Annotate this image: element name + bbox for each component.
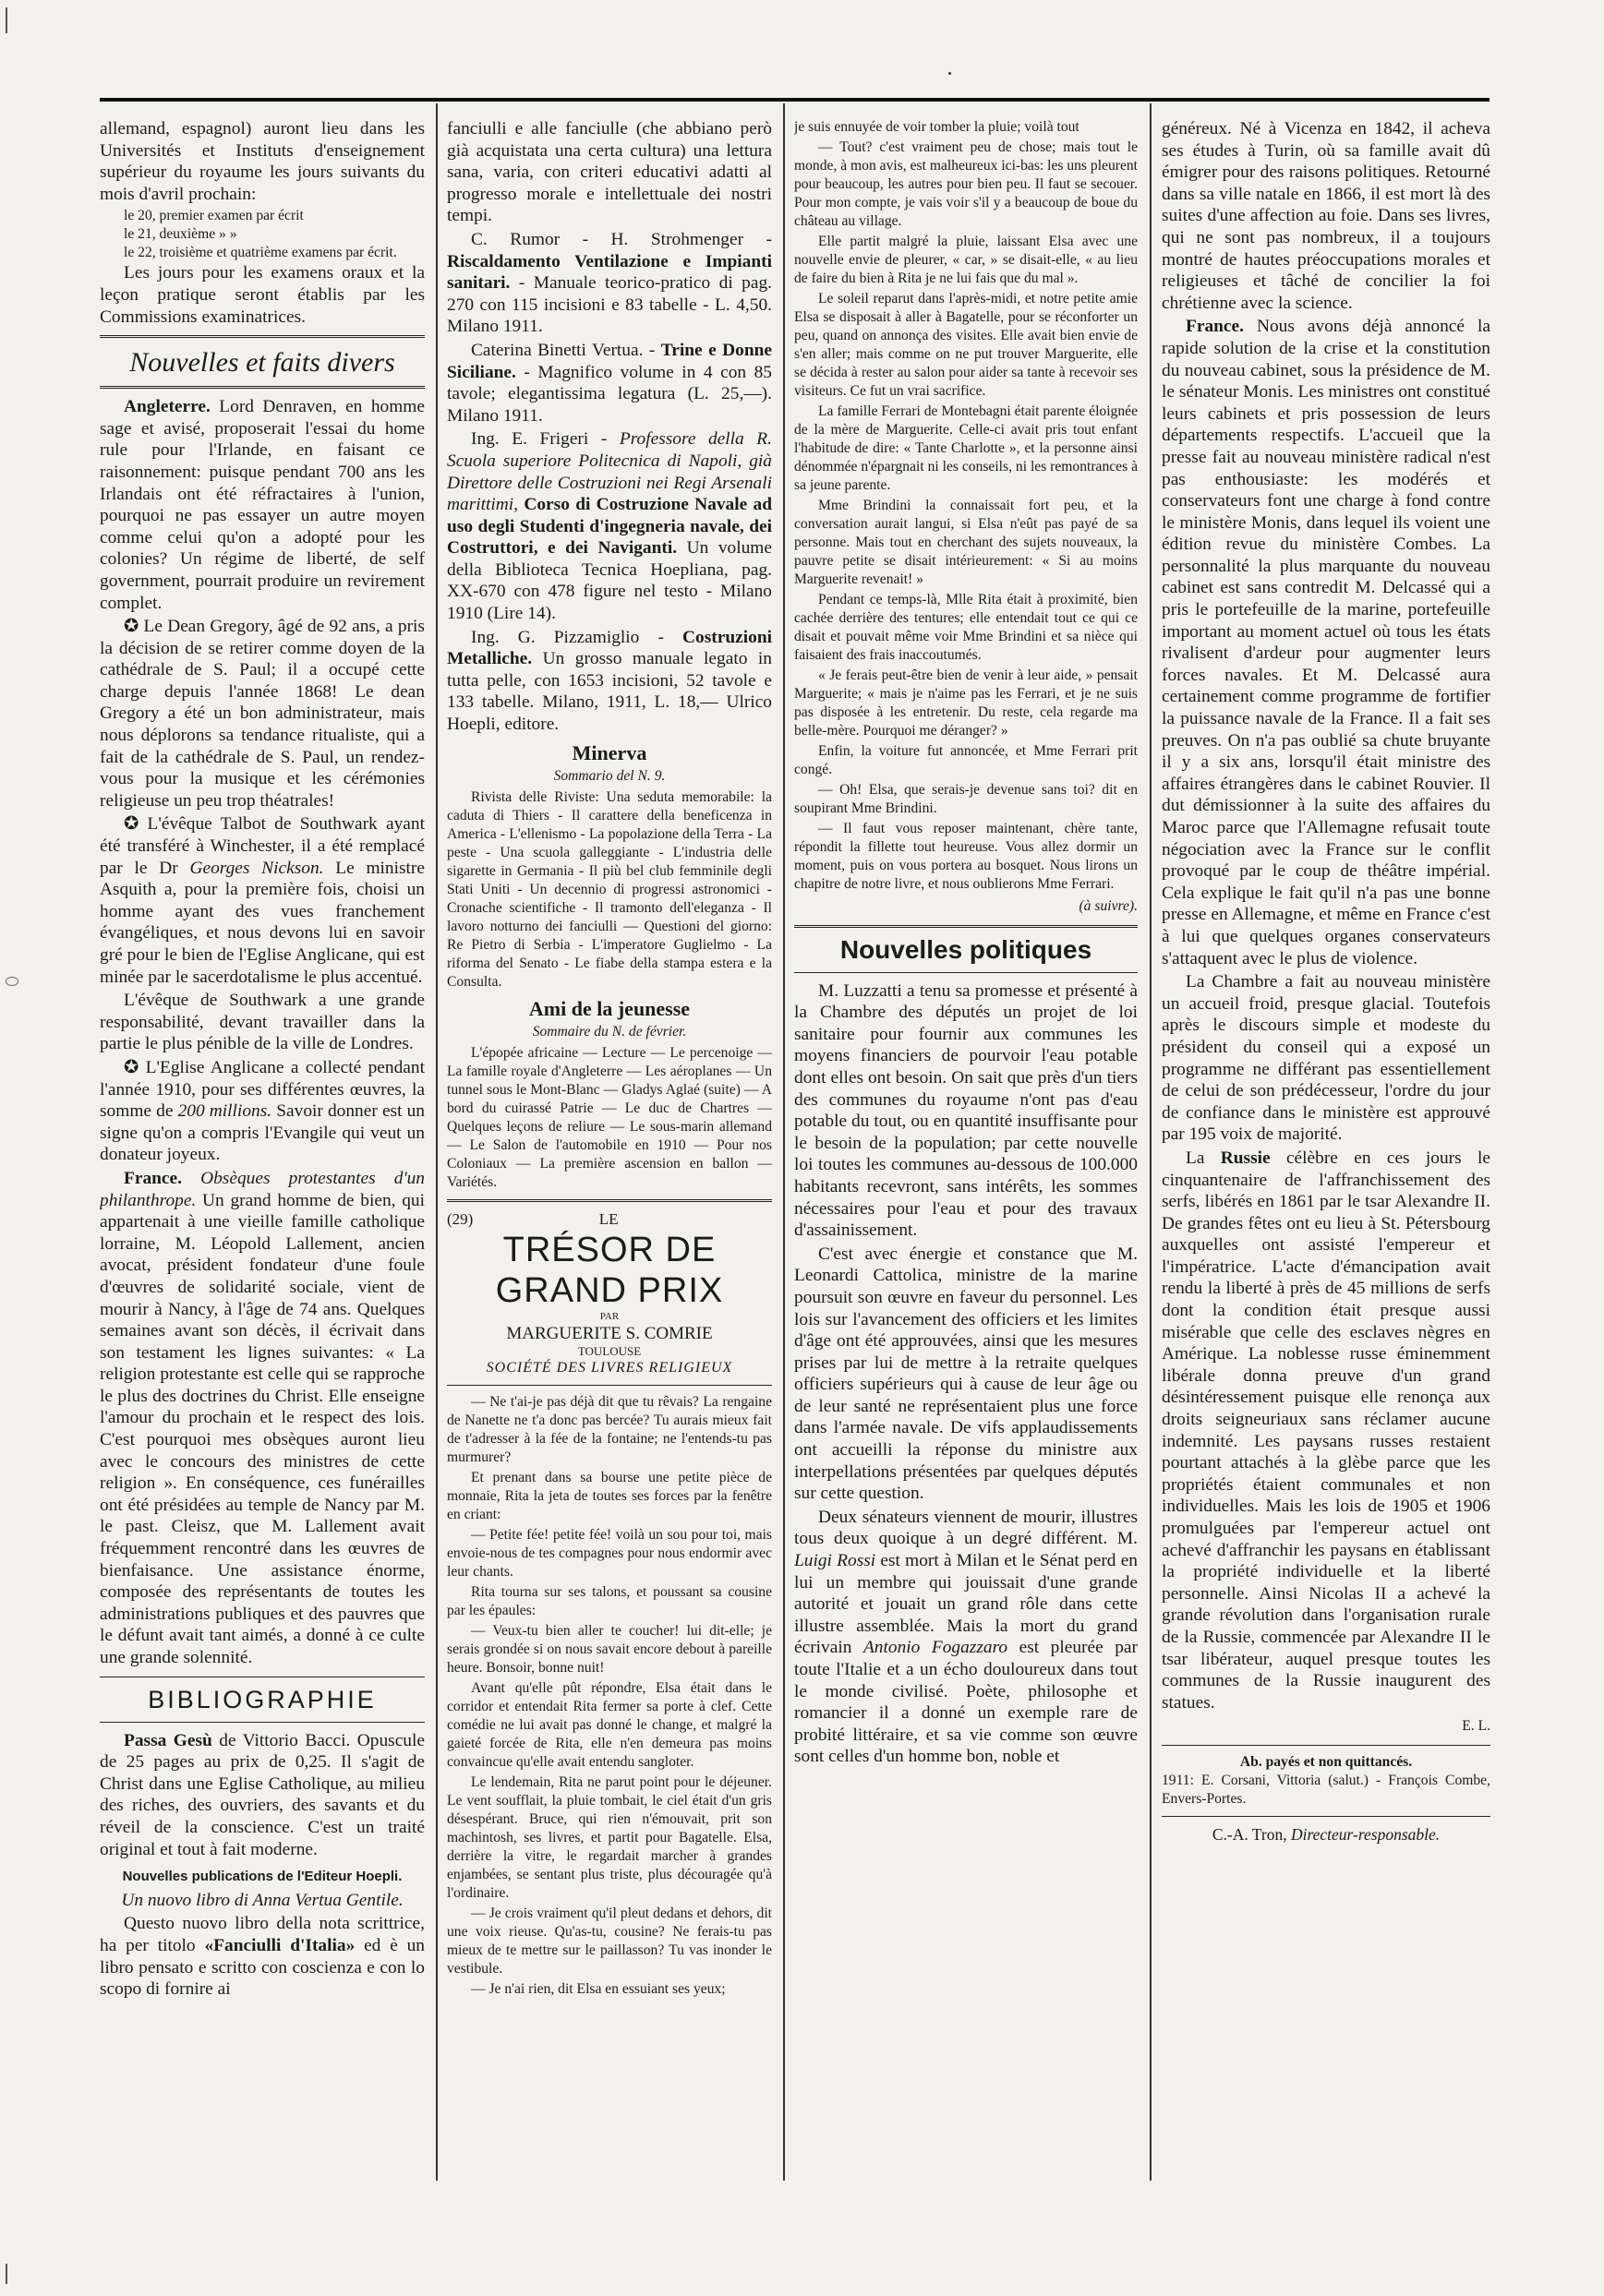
feuilleton-city: TOULOUSE	[577, 1343, 642, 1358]
article-france	[100, 1168, 425, 1669]
page-mark	[948, 72, 951, 75]
article-text: L'évêque Talbot de Southwark ayant été transféré à Winchester, il a été remplacé par le Dr	[100, 814, 425, 878]
exam-date: le 20, premier examen par écrit	[124, 208, 304, 224]
person-name: Antonio Fogazzaro	[862, 1638, 1008, 1658]
exam-intro: allemand, espagnol) auront lieu dans les Universités et Instituts d'enseignement supérieur du royaume les jours suivants du mois d'avril prochain:	[100, 119, 425, 204]
country-label: Russie	[1220, 1148, 1271, 1168]
book-binetti: Caterina Binetti Vertua. - Trine e Donne Siciliane. - Magnifico volume in 4 con 85 tavole; elegantissima legatura (L. 25,—). Milano 1911.	[447, 340, 772, 426]
feuilleton-publisher: SOCIÉTÉ DES LIVRES RELIGIEUX	[486, 1359, 733, 1376]
feuilleton-paragraph: Pendant ce temps-là, Mlle Rita était à proximité, bien cachée derrière des tentures; elle entendait tout ce qui ce disait et pouvait même voir Mme Brindini et sa nièce qui faisaient des frais inaccoutumés.	[794, 592, 1138, 663]
section-heading-politiques: Nouvelles politiques	[839, 934, 1092, 964]
director-name: C.-A. Tron,	[1212, 1824, 1287, 1844]
section-divider	[100, 386, 425, 389]
exam-oral: Les jours pour les examens oraux et la leçon pratique seront établis par les Commissions examinatrices.	[100, 263, 425, 327]
feuilleton-number: (29)	[447, 1209, 474, 1228]
section-heading-bibliographie: BIBLIOGRAPHIE	[148, 1685, 377, 1713]
item-mark-icon: ✪	[124, 814, 148, 835]
feuilleton-paragraph: — Ne t'ai-je pas déjà dit que tu rêvais? La rengaine de Nanette ne t'a donc pas bercée? Tu aurais mieux fait de t'adresser à la fée de la fontaine; ne l'entends-tu pas murmurer?	[447, 1393, 772, 1465]
column-rule	[1150, 103, 1152, 2181]
magazine-subtitle: Sommaire du N. de février.	[532, 1023, 687, 1040]
margin-mark	[6, 977, 18, 986]
book-title: Corso di Costruzione Navale ad uso degli Studenti d'ingegneria navale, dei Costruttori, e dei Naviganti.	[447, 495, 772, 559]
section-divider	[1162, 1816, 1490, 1817]
feuilleton-author: MARGUERITE S. COMRIE	[506, 1323, 713, 1343]
feuilleton-paragraph: Le lendemain, Rita ne parut point pour le déjeuner. Le vent soufflait, la pluie tombait, le ciel était d'un gris désespérant. Bruce, qui rien n'émouvait, prit son machintosh, ses livres, et partit pour Bagatelle. Elsa, derrière la vitre, le regardait marcher à grandes enjambées, se sentant plus triste, plus découragée qu'à l'ordinaire.	[447, 1773, 772, 1901]
article-fogazzaro-continued: généreux. Né à Vicenza en 1842, il acheva ses études à Turin, où sa famille avait dû émigrer pour des raisons politiques. Retourné dans sa ville natale en 1866, il est mort là des suites d'une affection au foie. Dans ses livres, qui ne sont pas nombreux, il a toujours montré de hautes préoccupations morales et religieuses et tâché de concilier la foi chrétienne avec la science.	[1162, 119, 1490, 313]
section-divider	[1162, 1745, 1490, 1746]
country-label: France.	[1186, 317, 1244, 337]
book-heading: Un nuovo libro di Anna Vertua Gentile.	[121, 1890, 404, 1910]
article-dean	[100, 616, 425, 811]
publisher-heading: Nouvelles publications de l'Editeur Hoepli.	[122, 1869, 403, 1885]
feuilleton-paragraph: La famille Ferrari de Montebagni était parente éloignée de la mère de Marguerite. Celle-ci avait pris tout enfant l'habitude de dire: « Tante Charlotte », et la personne ainsi dénommée n'épargnait ni les conseils, ni les remontrances à sa jeune parente.	[794, 403, 1138, 493]
magazine-title-minerva: Minerva	[572, 740, 647, 764]
column-1	[100, 118, 425, 2223]
magazine-subtitle: Sommario del N. 9.	[553, 767, 666, 784]
book-title: Costruzioni Metalliche.	[447, 627, 772, 669]
exam-date: le 22, troisième et quatrième examens par écrit.	[124, 245, 397, 261]
article-text: Le Dean Gregory, âgé de 92 ans, a pris la décision de se retirer comme doyen de la cathédrale de S. Paul; il a occupé cette charge depuis l'année 1868! Le dean Gregory a été un bon administrateur, mais nous déplorons sa tendance ritualiste, qui a fait de la cathédrale de S. Paul, un rendez-vous pour la musique et les cérémonies religieuse un peu trop théatrales!	[100, 617, 425, 811]
section-divider	[794, 972, 1138, 973]
article-southwark: L'évêque de Southwark a une grande responsabilité, devant travailler dans la partie le plus pénible de la ville de Londres.	[100, 991, 425, 1054]
article-luzzatti: M. Luzzatti a tenu sa promesse et présenté à la Chambre des députés un projet de loi sanitaire pour fournir aux communes les moyens financiers de pourvoir l'eau potable dont elles ont besoin. On sait que près d'un tiers des communes du royaume n'ont pas d'eau potable du tout, ou en quantité insuffisante pour le besoin de la population; par cette nouvelle loi toutes les communes au-dessous de 100.000 habitants recevront, sans intérêts, les sommes nécessaires pour l'eau et pour des travaux d'assainissement.	[794, 980, 1138, 1241]
feuilleton-divider	[447, 1199, 772, 1202]
article-talbot	[100, 813, 425, 988]
article-text: Un grand homme de bien, qui appartenait à une vieille famille catholique lorraine, M. Léopold Lallement, ancien avocat, président fondateur d'une foule d'œuvres de solidarité sociale, vient de mourir à Nancy, à l'âge de 74 ans. Quelques semaines avant son décès, il écrivait dans son testament les lignes suivantes: « La religion protestante est celle qui se rapproche le plus des doctrines du Christ. Elle enseigne l'amour du prochain et le respect des lois. C'est pourquoi mes obsèques auront lieu avec le concours des ministres de cette religion ». En conséquence, ces funérailles ont été présidées au temple de Nancy par M. le past. Cleisz, que M. Lallement avait fréquemment rencontré dans les œuvres de bienfaisance. Une assistance énorme, composée des représentants de toutes les administrations publiques et des pauvres que le défunt avait tant aimés, a donné à ce culte une grande solennité.	[100, 1190, 425, 1667]
feuilleton-paragraph: Le soleil reparut dans l'après-midi, et notre petite amie Elsa se disposait à aller à Bagatelle, pour se réconforter un peu, quand on annonça des visites. Elle avait bien envie de s'en aller; mais comme on ne put trouver Marguerite, elle se décida à rester au salon pour aider sa tante à recevoir ses visiteurs. Ce fut un vrai sacrifice.	[794, 291, 1138, 399]
book-frigeri: Ing. E. Frigeri - Professore della R. Scuola superiore Politecnica di Napoli, già Direttore delle Costruzioni nei Regi Arsenali marittimi, Corso di Costruzione Navale ad uso degli Studenti d'ingegneria navale, dei Costruttori, e dei Naviganti. Un volume della Biblioteca Tecnica Hoepliana, pag. XX-670 con 478 figure nel testo - Milano 1910 (Lire 14).	[447, 429, 772, 624]
article-marine: C'est avec énergie et constance que M. Leonardi Cattolica, ministre de la marine poursuit son œuvre en faveur du personnel. Les lois sur l'avancement des officiers et les limites d'âge ont été approuvées, ainsi que les mesures prises par lui de mettre à la retraite quelques officiers supérieurs qui à cause de leur âge ou de leur santé ne représentaient plus une force dans l'armée navale. De vifs applaudissements ont accueilli la réponse du ministre aux interpellations présentées par quelques députés sur cette question.	[794, 1244, 1138, 1504]
top-rule	[100, 98, 1489, 102]
item-mark-icon: ✪	[124, 1057, 146, 1077]
book-title: Trine e Donne Siciliane.	[447, 340, 772, 382]
book-text: de Vittorio Bacci. Opuscule de 25 pages au prix de 0,25. Il s'agit de Christ dans une Eglise Catholique, au milieu des riches, des ouvriers, des savants et du réveil de la conscience. C'est un traité original et tout à fait moderne.	[100, 1730, 425, 1859]
feuilleton-paragraph: Enfin, la voiture fut annoncée, et Mme Ferrari prit congé.	[794, 743, 1138, 777]
book-pizzamiglio: Ing. G. Pizzamiglio - Costruzioni Metalliche. Un grosso manuale legato in tutta pelle, con 1653 incisioni, 52 tavole e 133 tabelle. Milano, 1911, L. 18,— Ulrico Hoepli, editore.	[447, 627, 772, 735]
article-text: Lord Denraven, en homme sage et avisé, proposerait l'essai du home rule pour l'Irlande, en faisant ce raisonnement: puisque pendant 700 ans les Irlandais ont été réfractaires à l'union, pourquoi ne pas essayer un autre moyen comme celui qu'on a adopté pour les colonies? Un régime de liberté, de self government, pourrait produire un revirement complet.	[100, 397, 425, 613]
exam-date: le 21, deuxième » »	[124, 226, 237, 243]
book-title: «Fanciulli d'Italia»	[204, 1935, 356, 1955]
book-title: Riscaldamento Ventilazione e Impianti sanitari.	[447, 251, 772, 294]
director-line	[1162, 1824, 1490, 1846]
subscriptions-list: 1911: E. Corsani, Vittoria (salut.) - François Combe, Envers-Portes.	[1162, 1772, 1490, 1807]
feuilleton-paragraph: Mme Brindini la connaissait fort peu, et la conversation aurait langui, si Elsa n'eût pas payé de sa personne. Mais tout en cherchant des sujets nouveaux, la pauvre petite se disait intérieurement: « Si au moins Marguerite revenait! »	[794, 498, 1138, 587]
director-title: Directeur-responsable.	[1286, 1824, 1441, 1844]
feuilleton-paragraph: je suis ennuyée de voir tomber la pluie; voilà tout	[794, 119, 1079, 135]
feuilleton-paragraph: Elle partit malgré la pluie, laissant Elsa avec une nouvelle envie de pleurer, « car, » se disait-elle, « au lieu de faire du bien à Rita je ne lui fais que du mal ».	[794, 234, 1138, 286]
magazine-title-ami: Ami de la jeunesse	[528, 996, 691, 1020]
person-name: Luigi Rossi	[794, 1551, 876, 1571]
feuilleton-body	[794, 118, 1138, 918]
article-angleterre	[100, 396, 425, 614]
feuilleton-body	[447, 1393, 772, 1999]
section-divider	[100, 335, 425, 338]
column-rule	[436, 103, 438, 2181]
to-be-continued: (à suivre).	[1079, 898, 1138, 914]
feuilleton-paragraph: — Veux-tu bien aller te coucher! lui dit-elle; je serais grondée si on nous savait encore debout à pareille heure. Bonsoir, bonne nuit!	[447, 1622, 772, 1676]
column-rule	[783, 103, 785, 2181]
margin-mark	[6, 7, 18, 33]
column-2	[447, 118, 772, 2223]
article-title: Obsèques protestantes d'un philanthrope.	[100, 1168, 425, 1210]
feuilleton-paragraph: « Je ferais peut-être bien de venir à leur aide, » pensait Marguerite; « mais je n'aime pas les Ferrari, et je ne suis pas disposée à les entretenir. Du reste, cela regarde ma belle-mère. Pourquoi me déranger? »	[794, 667, 1138, 739]
article-signature: E. L.	[1462, 1718, 1490, 1735]
book-title: Passa Gesù	[124, 1730, 212, 1750]
article-eglise	[100, 1057, 425, 1166]
feuilleton-paragraph: Rita tourna sur ses talons, et poussant sa cousine par les épaules:	[447, 1583, 772, 1618]
feuilleton-header	[447, 1209, 772, 1230]
section-heading-nouvelles: Nouvelles et faits divers	[129, 347, 395, 379]
book-continued: fanciulli e alle fanciulle (che abbiano però già acquistata una certa cultura) una lettura sana, varia, con criteri educativi adatti al progresso morale e intellettuale dei nostri tempi.	[447, 119, 772, 226]
feuilleton-article: LE	[598, 1209, 619, 1228]
book-passa	[100, 1730, 425, 1861]
subscriptions-heading: Ab. payés et non quittancés.	[1239, 1753, 1413, 1770]
amount: 200 millions.	[177, 1101, 272, 1122]
country-label: France.	[124, 1168, 182, 1188]
person-name: Georges Nickson.	[189, 858, 324, 878]
article-senateurs: Deux sénateurs viennent de mourir, illustres tous deux quoique à un degré différent. M. Luigi Rossi est mort à Milan et le Sénat perd en lui un membre qui jouissait d'une grande autorité et jouait un grand rôle dans cette illustre assemblée. Mais la mort du grand écrivain Antonio Fogazzaro est pleurée par toute l'Italie et a un écho douloureux dans tout le monde civilisé. Poète, philosophe et romancier il a donné un exemple rare de probité littéraire, et sa vie comme son œuvre sont celles d'un homme bon, noble et	[794, 1507, 1138, 1767]
margin-mark	[6, 2264, 20, 2284]
article-chambre: La Chambre a fait au nouveau ministère un accueil froid, presque glacial. Toutefois après le discours simple et modeste du président du conseil qui a exposé un programme ne différant pas essentiellement de celui de son prédécesseur, l'ordre du jour de confiance dans le ministère est approuvé par 195 voix de majorité.	[1162, 972, 1490, 1145]
magazine-summary: Rivista delle Riviste: Una seduta memorabile: la caduta di Thiers - Il carattere della beneficenza in America - L'ellenismo - La popolazione della Terra - La peste - Una scuola galleggiante - L'industria delle sigarette in Germania - Il più bel club femminile degli Stati Uniti - Un decennio di progressi astronomici - Cronache scientifiche - Il tramonto dell'eleganza - Il lavoro notturno dei fanciulli — Questioni del giorno: Re Pietro di Serbia - L'imperatore Guglielmo - La riforma del Senato - Le fiabe della stampa estera e la Consulta.	[447, 788, 772, 990]
item-mark-icon: ✪	[124, 617, 144, 637]
article-russie: La Russie célèbre en ces jours le cinquantenaire de l'affranchissement des serfs, libérés en 1861 par le tsar Alexandre II. De grandes fêtes ont eu lieu à St. Pétersbourg auxquelles ont assisté l'empereur et l'impératrice. L'acte d'émancipation avait rendu la liberté à près de 45 millions de serfs dont la condition était presque aussi misérable que celle des esclaves nègres en Amérique. La noblesse russe éminemment libérale donna preuve d'un grand désintéressement puisque elle renonça aux droits seigneuriaux sans réclamer aucune indemnité. Les paysans russes restaient pourtant attachés à la glèbe parce que les propriétés étaient communales et non individuelles. Mais les lois de 1905 et 1906 promulguées par l'empereur actuel ont achevé d'affranchir les paysans en établissant la propriété individuelle et la liberté personnelle. Ainsi Nicolas II a achevé la grande révolution dans l'organisation rurale de la Russie, commencée par Alexandre II le tsar libérateur, auquel presque toutes les communes de la Russie inaugurent des statues.	[1162, 1148, 1490, 1713]
article-text: Le ministre Asquith a, pour la première fois, choisi un homme ayant des vues franchement évangéliques, et nous devons lui en savoir gré pour le bien de l'Eglise Anglicane, qui est minée par le sacerdotalisme le plus accentué.	[100, 858, 425, 987]
feuilleton-paragraph: Avant qu'elle pût répondre, Elsa était dans le corridor et entendait Rita fermer sa porte à clef. Cette comédie ne lui avait pas donné le change, et malgré la gaieté forcée de Rita, elle n'en demeura pas moins convaincue qu'elle avait entendu sangloter.	[447, 1679, 772, 1770]
book-rumor: C. Rumor - H. Strohmenger - Riscaldamento Ventilazione e Impianti sanitari. - Manuale teorico-pratico di pag. 270 con 115 incisioni e 83 tabelle - L. 4,50. Milano 1911.	[447, 229, 772, 337]
feuilleton-paragraph: — Je crois vraiment qu'il pleut dedans et dehors, dit une voix rieuse. Qu'as-tu, cousine? Ne ferais-tu pas mieux de te mettre sur le paillasson? Tu vas inonder le vestibule.	[447, 1905, 772, 1977]
feuilleton-paragraph: — Petite fée! petite fée! voilà un sou pour toi, mais envoie-nous de tes compagnes pour nous endormir avec leur chants.	[447, 1526, 772, 1580]
article-text: L'Eglise Anglicane a collecté pendant l'année 1910, pour ses différentes œuvres, la somme de	[100, 1057, 425, 1122]
feuilleton-paragraph: — Je n'ai rien, dit Elsa en essuiant ses yeux;	[471, 1980, 726, 1997]
country-label: Angleterre.	[124, 397, 211, 417]
feuilleton-divider	[447, 1385, 772, 1386]
feuilleton-paragraph: Et prenant dans sa bourse une petite pièce de monnaie, Rita la jeta de toutes ses forces par la fenêtre en criant:	[447, 1469, 772, 1522]
article-france-politique: France. Nous avons déjà annoncé la rapide solution de la crise et la constitution du nouveau cabinet, sous la présidence de M. le sénateur Monis. Les ministres ont constitué leurs cabinets et pris possession de leurs départements respectifs. L'accueil que la presse fait au nouveau ministère radical n'est pas enthousiaste: les modérés et conservateurs font une charge à fond contre le ministère Monis, dans lequel ils voient une édition revue du ministère Combes. La personnalité la plus marquante du nouveau cabinet est sans contredit M. Delcassé qui a pris le portefeuille de la marine, portefeuille important au moment actuel où tous les états rivalisent d'ardeur pour augmenter leurs forces navales. Et M. Delcassé aura certainement comme programme de fortifier la puissance navale de la France. Il a fait ses preuves. On n'a pas oublié sa chute bruyante il y a six ans, lorsqu'il était ministre des affaires étrangères dans le cabinet Rouvier. Il dut démissionner à la suite des affaires du Maroc parce que l'Allemagne refusait toute négociation avec la France sur le conflit provoqué par le coup de théâtre impérial. Cela explique le fait qu'il n'a pas une bonne presse en Allemagne, et même en France c'est à lui que quelques organes conservateurs s'attaquent avec le plus de violence.	[1162, 317, 1490, 968]
article-text: Savoir donner est un signe qu'on a compris l'Evangile qui veut un donateur joyeux.	[100, 1101, 425, 1165]
feuilleton-title: TRÉSOR DE GRAND PRIX	[495, 1230, 724, 1310]
magazine-summary: L'épopée africaine — Lecture — Le percenoige — La famille royale d'Angleterre — Les aéroplanes — Un tunnel sous le Mont-Blanc — Gladys Aglaé (suite) — A bord du cuirassé Patrie — Le duc de Chartres — Quelques leçons de reliure — Le sous-marin allemand — Le Salon de l'automobile en 1910 — Pour nos Coloniaux — La première ascension en ballon — Variétés.	[447, 1044, 772, 1190]
feuilleton-paragraph: — Tout? c'est vraiment peu de chose; mais tout le monde, à mon avis, est malheureux ici-bas: les uns pleurent pour beaucoup, les autres pour bien peu. Il faut se secouer. Pour mon compte, je vais voir s'il y a beaucoup de boue du château au village.	[794, 139, 1138, 229]
section-divider	[794, 925, 1138, 928]
column-4	[1162, 118, 1490, 2223]
section-divider	[100, 1722, 425, 1723]
feuilleton-by: PAR	[599, 1310, 620, 1322]
book-vertua: Questo nuovo libro della nota scrittrice, ha per titolo «Fanciulli d'Italia» ed è un libro pensato e scritto con coscienza e con lo scopo di fornire ai	[100, 1914, 425, 2000]
feuilleton-paragraph: — Oh! Elsa, que serais-je devenue sans toi? dit en soupirant Mme Brindini.	[794, 782, 1138, 816]
column-3	[794, 118, 1138, 2223]
feuilleton-paragraph: — Il faut vous reposer maintenant, chère tante, répondit la fillette tout heureuse. Vous allez dormir un moment, puis on vous portera au bosquet. Nous lirons un chapitre de notre livre, et nous oublierons Mme Ferrari.	[794, 821, 1138, 892]
